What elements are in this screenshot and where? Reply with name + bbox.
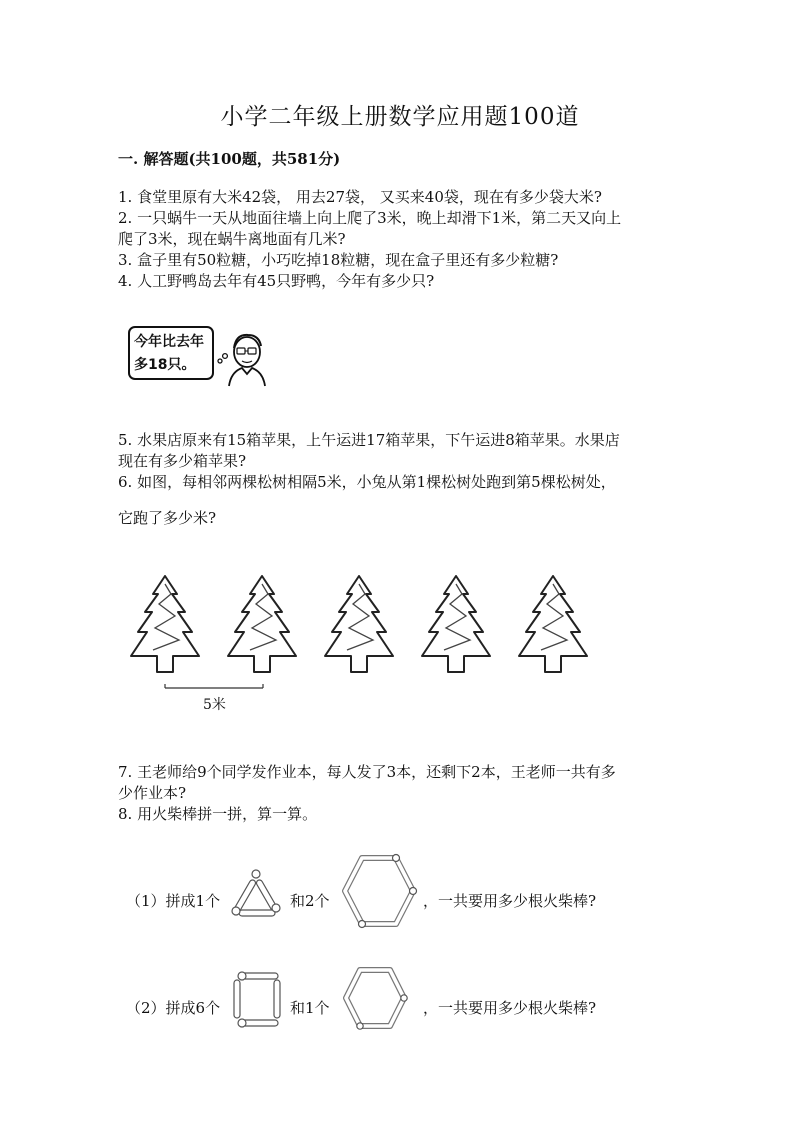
- question-8: 8. 用火柴棒拼一拼，算一算。: [118, 805, 318, 823]
- q8-part1-suffix: ，一共要用多少根火柴棒?: [423, 892, 597, 910]
- q8-part2-suffix: ，一共要用多少根火柴棒?: [423, 999, 597, 1017]
- question-3: 3. 盒子里有50粒糖，小巧吃掉18粒糖，现在盒子里还有多少粒糖?: [118, 251, 559, 269]
- q8-part2-prefix: （2）拼成6个: [126, 999, 221, 1017]
- question-5-line-1: 5. 水果店原来有15箱苹果，上午运进17箱苹果，下午运进8箱苹果。水果店: [118, 431, 620, 449]
- question-1: 1. 食堂里原有大米42袋， 用去27袋， 又买来40袋，现在有多少袋大米?: [118, 188, 602, 206]
- matchstick-square-icon: [230, 968, 284, 1028]
- q8-part2-mid: 和1个: [290, 999, 330, 1017]
- question-6-line-1: 6. 如图，每相邻两棵松树相隔5米，小兔从第1棵松树处跑到第5棵松树处，: [118, 473, 616, 491]
- q4-figure: [126, 322, 266, 386]
- question-2-line-1: 2. 一只蜗牛一天从地面往墙上向上爬了3米，晚上却滑下1米，第二天又向上: [118, 209, 622, 227]
- q8-part1-prefix: （1）拼成1个: [126, 892, 221, 910]
- question-5-line-2: 现在有多少箱苹果?: [118, 452, 247, 470]
- question-4: 4. 人工野鸭岛去年有45只野鸭，今年有多少只?: [118, 272, 435, 290]
- matchstick-triangle-icon: [230, 868, 282, 920]
- pine-tree-icon: [422, 576, 490, 672]
- question-7-line-1: 7. 王老师给9个同学发作业本，每人发了3本，还剩下2本，王老师一共有多: [118, 763, 616, 781]
- question-7-line-2: 少作业本?: [118, 784, 187, 802]
- q6-figure: [125, 568, 585, 718]
- pine-tree-icon: [228, 576, 296, 672]
- pine-tree-icon: [131, 576, 199, 672]
- bubble-text-line-2: 多18只。: [134, 357, 196, 373]
- section-heading: 一. 解答题(共100题，共581分): [118, 150, 341, 168]
- matchstick-hexagon-icon: [340, 852, 418, 930]
- page-title: 小学二年级上册数学应用题100道: [220, 104, 580, 130]
- q8-part1-mid: 和2个: [290, 892, 330, 910]
- pine-tree-icon: [519, 576, 587, 672]
- bubble-text-line-1: 今年比去年: [134, 334, 204, 350]
- pine-tree-icon: [325, 576, 393, 672]
- distance-label: 5米: [203, 697, 226, 713]
- matchstick-hexagon-icon: [342, 965, 408, 1031]
- question-2-line-2: 爬了3米，现在蜗牛离地面有几米?: [118, 230, 346, 248]
- pine-trees-illustration: [125, 568, 585, 718]
- question-6-line-2: 它跑了多少米?: [118, 509, 217, 527]
